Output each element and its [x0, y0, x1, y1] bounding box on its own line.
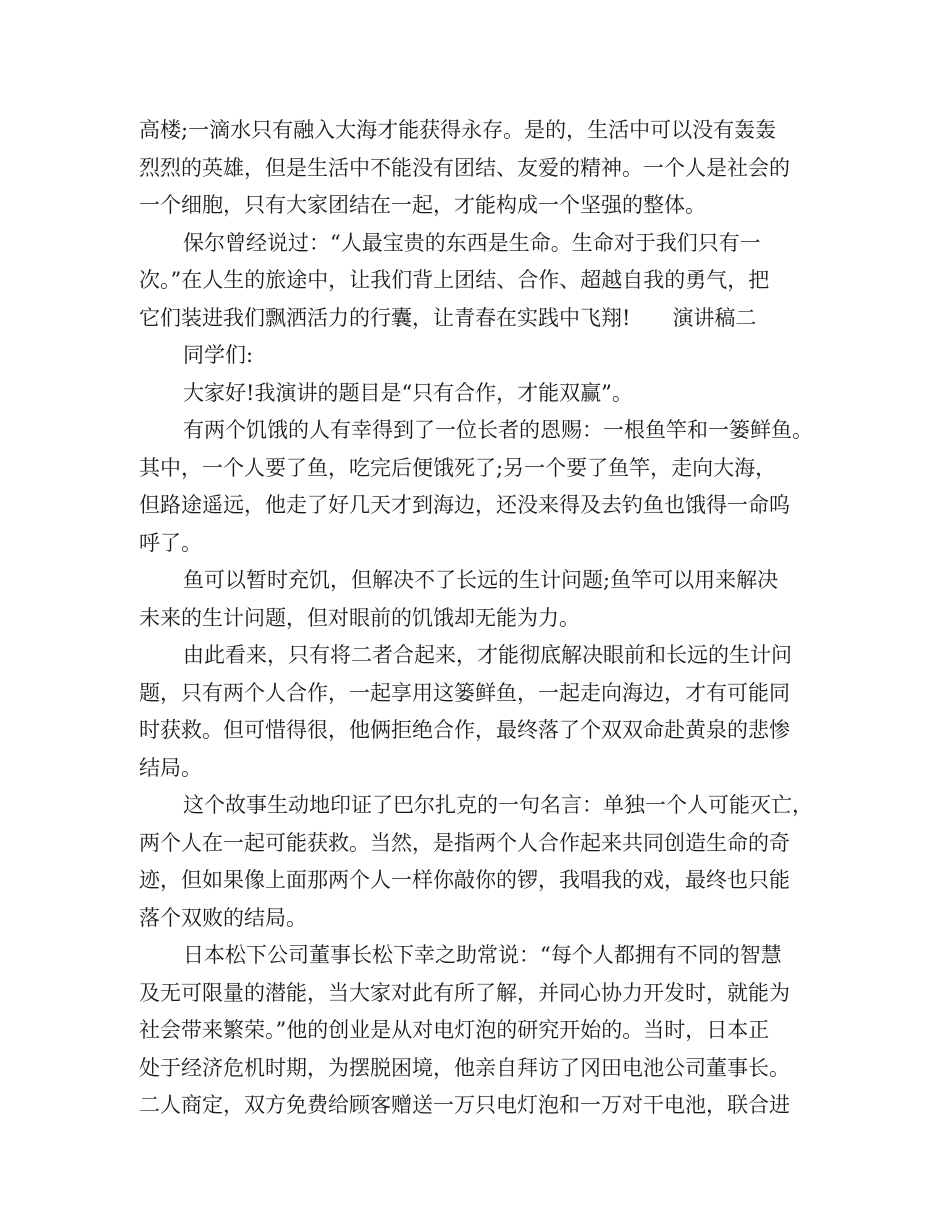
text-line: 结局。	[139, 755, 202, 780]
text-line: 社会带来繁荣。”他的创业是从对电灯泡的研究开始的。当时，日本正	[139, 1018, 770, 1042]
text-line: 二人商定，双方免费给顾客赠送一万只电灯泡和一万对干电池，联合进	[139, 1093, 790, 1117]
document-body	[139, 112, 829, 1125]
paragraph-start-line: 大家好!我演讲的题目是“只有合作，才能双赢”。	[183, 380, 633, 405]
text-line: 呼了。	[139, 530, 202, 555]
paragraph-start-line: 日本松下公司董事长松下幸之助常说：“每个人都拥有不同的智慧	[183, 943, 782, 967]
text-line: 时获救。但可惜得很，他俩拒绝合作，最终落了个双双命赴黄泉的悲惨	[139, 718, 790, 742]
text-line: 一个细胞，只有大家团结在一起，才能构成一个坚强的整体。	[139, 193, 706, 217]
text-line: 及无可限量的潜能，当大家对此有所了解，并同心协力开发时，就能为	[139, 980, 790, 1005]
paragraph-start-line: 鱼可以暂时充饥，但解决不了长远的生计问题;鱼竿可以用来解决	[183, 568, 779, 592]
paragraph-start-line: 保尔曾经说过：“人最宝贵的东西是生命。生命对于我们只有一	[183, 230, 761, 255]
text-line: 迹，但如果像上面那两个人一样你敲你的锣，我唱我的戏，最终也只能	[139, 868, 790, 892]
text-line: 高楼;一滴水只有融入大海才能获得永存。是的，生活中可以没有轰轰	[139, 118, 777, 142]
text-line: 其中，一个人要了鱼，吃完后便饿死了;另一个要了鱼竿，走向大海，	[139, 455, 777, 480]
section-heading: 演讲稿二	[672, 305, 757, 330]
text-line: 但路途遥远，他走了好几天才到海边，还没来得及去钓鱼也饿得一命呜	[139, 493, 790, 517]
salutation-line: 同学们:	[183, 343, 254, 367]
text-line: 两个人在一起可能获救。当然，是指两个人合作起来共同创造生命的奇	[139, 830, 790, 855]
text-line: 次。”在人生的旅途中，让我们背上团结、合作、超越自我的勇气，把	[139, 268, 770, 292]
text-line: 落个双败的结局。	[139, 905, 307, 930]
paragraph-start-line: 这个故事生动地印证了巴尔扎克的一句名言：单独一个人可能灭亡，	[183, 793, 813, 817]
paragraph-start-line: 有两个饥饿的人有幸得到了一位长者的恩赐：一根鱼竿和一篓鲜鱼。	[183, 418, 813, 442]
text-line: 未来的生计问题，但对眼前的饥饿却无能为力。	[139, 605, 580, 630]
text-line: 题，只有两个人合作，一起享用这篓鲜鱼，一起走向海边，才有可能同	[139, 680, 790, 705]
text-line: 处于经济危机时期，为摆脱困境，他亲自拜访了冈田电池公司董事长。	[139, 1055, 790, 1080]
paragraph-start-line: 由此看来，只有将二者合起来，才能彻底解决眼前和长远的生计问	[183, 643, 792, 667]
text-line-body: 它们装进我们飘洒活力的行囊，让青春在实践中飞翔!	[139, 305, 631, 330]
text-line: 烈烈的英雄，但是生活中不能没有团结、友爱的精神。一个人是社会的	[139, 155, 790, 180]
text-line-with-heading	[139, 300, 829, 338]
